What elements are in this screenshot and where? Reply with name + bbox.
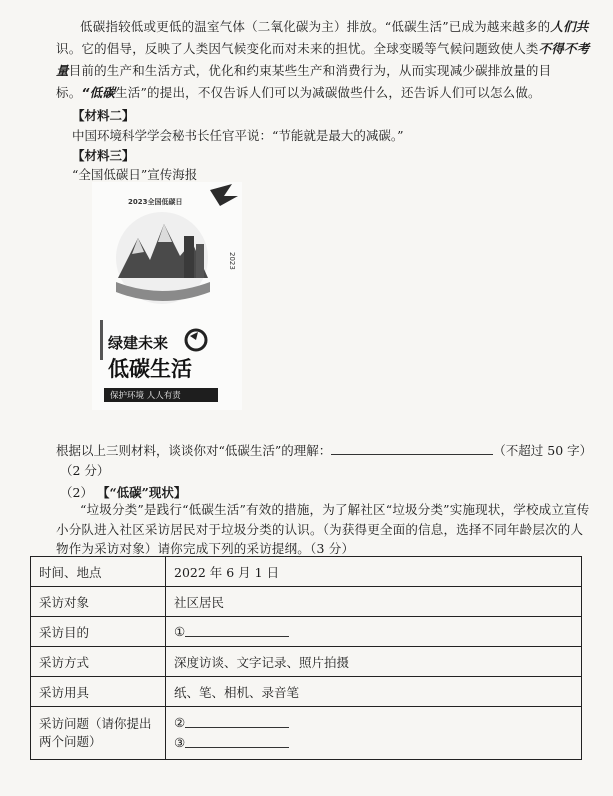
- question-marker-3: ③: [174, 735, 186, 750]
- tree-icon: [184, 236, 194, 278]
- table-row: [31, 707, 582, 760]
- row-value: 社区居民: [166, 587, 582, 617]
- purpose-answer-blank[interactable]: [185, 624, 289, 637]
- question2-title: 【“低碳”现状】: [96, 485, 187, 500]
- table-row: [31, 617, 582, 647]
- question1-score: （2 分）: [60, 463, 110, 478]
- intro-text-2: 识。它的倡导，反映了人类因气候变化而对未来的担忧。全球变暖等气候问题致使人类: [56, 41, 539, 56]
- answer-blank-1[interactable]: [331, 454, 493, 455]
- table-row: [31, 587, 582, 617]
- poster-slogan-1: 绿建未来: [108, 334, 169, 352]
- row-key: 采访方式: [31, 647, 166, 677]
- row-value: [166, 617, 582, 647]
- poster-side-text: 2023: [228, 252, 236, 270]
- row-value: 2022 年 6 月 1 日: [166, 557, 582, 587]
- handwriting-2: 不得不考量: [56, 41, 590, 78]
- low-carbon-poster: [92, 182, 242, 410]
- row-value: [166, 707, 582, 760]
- question1-line: [56, 442, 592, 460]
- poster-top-text: 2023全国低碳日: [128, 198, 183, 206]
- table-row: [31, 557, 582, 587]
- interview-outline-table: [30, 556, 582, 760]
- intro-text-3: 目前的生产和生活方式，优化和约束某些生产和消费行为，从而实现减少碳排放量的目标。: [56, 63, 552, 100]
- row-key: 时间、地点: [31, 557, 166, 587]
- intro-text-1: 低碳指较低或更低的温室气体（二氧化碳为主）排放。“低碳生活”已成为越来越多的: [80, 19, 551, 34]
- row-key: 采访问题（请你提出两个问题）: [31, 707, 166, 760]
- row-key: 采访用具: [31, 677, 166, 707]
- intro-paragraph: [56, 16, 592, 104]
- material2-label: 【材料二】: [72, 108, 135, 123]
- question-marker-2: ②: [174, 715, 186, 730]
- material2-text: 中国环境科学学会秘书长任官平说：“节能就是最大的减碳。”: [72, 128, 404, 143]
- handwriting-3: “低碳: [81, 85, 116, 100]
- table-row: [31, 677, 582, 707]
- purpose-marker: ①: [174, 624, 186, 639]
- row-key: 采访目的: [31, 617, 166, 647]
- table-row: [31, 647, 582, 677]
- question-answer-blank-2[interactable]: [185, 715, 289, 728]
- row-value: 深度访谈、文字记录、照片拍摄: [166, 647, 582, 677]
- question2-body: “垃圾分类”是践行“低碳生活”有效的措施，为了解社区“垃圾分类”实施现状，学校成立宣传小分队进入社区采访居民对于垃圾分类的认识。（为获得更全面的信息，选择不同年龄层次的人物作为采访对象）请你完成下列的采访提纲。（3 分）: [56, 502, 590, 556]
- handwriting-1: 人们共: [550, 19, 589, 34]
- poster-banner-text: 保护环境 人人有责: [110, 391, 181, 401]
- material3-label: 【材料三】: [72, 148, 135, 163]
- intro-text-4: 生活”的提出，不仅告诉人们可以为减碳做些什么，还告诉人们可以怎么做。: [115, 85, 541, 100]
- question-answer-blank-3[interactable]: [185, 735, 289, 748]
- row-key: 采访对象: [31, 587, 166, 617]
- question2-number: （2）: [60, 485, 93, 500]
- question1-text: 根据以上三则材料，谈谈你对“低碳生活”的理解：: [56, 443, 332, 458]
- row-value: 纸、笔、相机、录音笔: [166, 677, 582, 707]
- leaf-splash-icon: [210, 184, 238, 206]
- material3-text: “全国低碳日”宣传海报: [72, 167, 198, 182]
- question1-limit: （不超过 50 字）: [493, 443, 593, 458]
- poster-slogan-2: 低碳生活: [108, 357, 192, 381]
